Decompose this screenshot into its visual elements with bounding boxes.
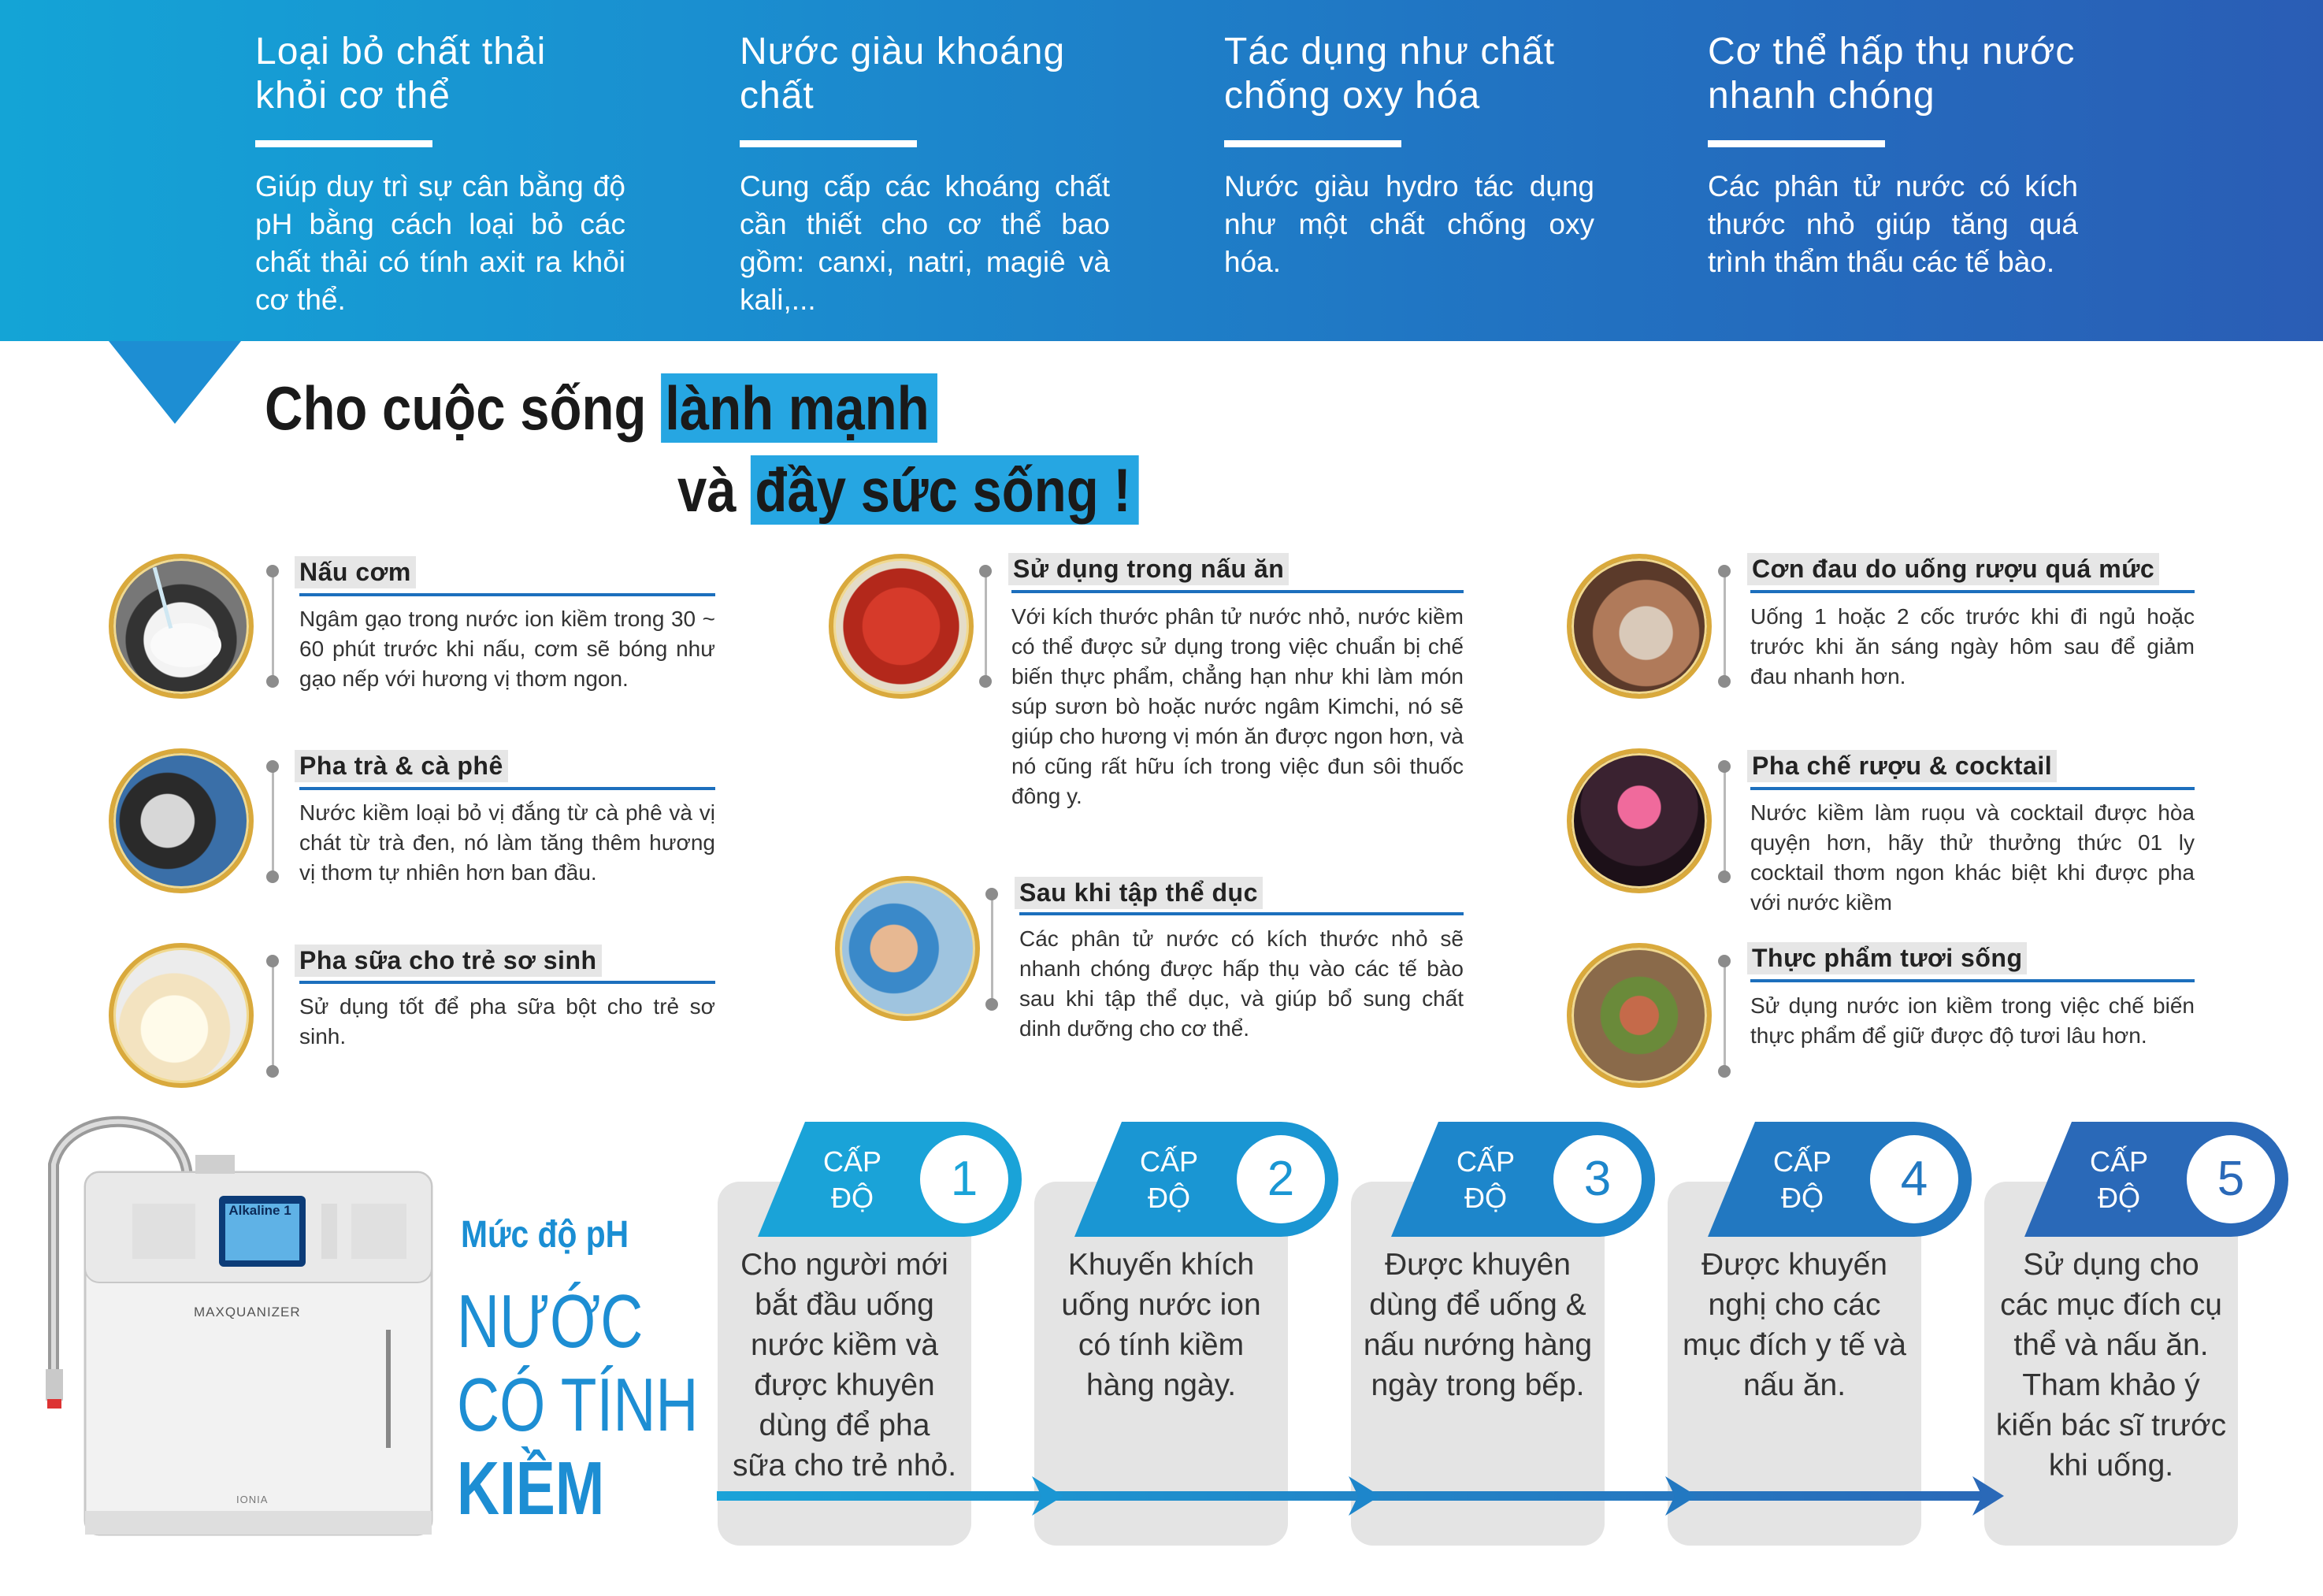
use-title: Thực phẩm tươi sống xyxy=(1747,942,2027,974)
use-description: Ngâm gạo trong nước ion kiềm trong 30 ~ 60 phút trước khi nấu, cơm sẽ bóng như gạo nếp với hương vị thơm ngon. xyxy=(299,607,715,691)
level-description: Được khuyến nghị cho các mục đích y tế và nấu ăn. xyxy=(1683,1248,1906,1402)
use-title: Cơn đau do uống rượu quá mức xyxy=(1747,553,2159,585)
benefit-column xyxy=(1224,30,1594,281)
benefit-rule xyxy=(1708,140,1885,147)
use-dot xyxy=(1718,955,1731,967)
use-dot xyxy=(985,998,998,1011)
benefit-column xyxy=(1708,30,2078,281)
use-connector xyxy=(985,567,987,681)
rice-cooker-photo xyxy=(109,554,254,699)
use-connector xyxy=(991,890,993,1004)
use-connector xyxy=(272,567,274,681)
benefit-title: Cơ thể hấp thụ nước nhanh chóng xyxy=(1708,31,2076,117)
level-description: Khuyến khích uống nước ion có tính kiềm hàng ngày. xyxy=(1061,1248,1261,1402)
use-title: Pha chế rượu & cocktail xyxy=(1747,750,2057,782)
use-dot xyxy=(266,870,279,883)
level-number: 1 xyxy=(920,1135,1008,1223)
level-tab-label: CẤP ĐỘ xyxy=(1456,1145,1516,1214)
use-dot xyxy=(266,955,279,967)
benefit-title: Loại bỏ chất thải khỏi cơ thể xyxy=(255,31,547,117)
benefit-title: Nước giàu khoáng chất xyxy=(740,31,1066,117)
level-tab-label: CẤP ĐỘ xyxy=(2089,1145,2149,1214)
ph-title-line-2: CÓ TÍNH xyxy=(457,1363,699,1447)
use-dot xyxy=(1718,1065,1731,1078)
benefits-banner xyxy=(0,0,2323,341)
hangover-photo xyxy=(1567,554,1712,699)
benefit-column xyxy=(255,30,625,319)
use-dot xyxy=(266,760,279,773)
benefit-column xyxy=(740,30,1110,319)
benefit-text: Nước giàu hydro tác dụng như một chất chống oxy hóa. xyxy=(1224,170,1594,278)
use-title-rule xyxy=(1750,590,2195,593)
use-title-rule xyxy=(299,787,715,790)
use-dot xyxy=(266,675,279,688)
benefit-text: Cung cấp các khoáng chất cần thiết cho cơ thể bao gồm: canxi, natri, magiê và kali,... xyxy=(740,170,1110,316)
coffee-press-photo xyxy=(109,748,254,893)
machine-maker: IONIA xyxy=(236,1494,269,1505)
use-title: Sau khi tập thể dục xyxy=(1015,877,1263,909)
use-connector xyxy=(1724,567,1726,681)
level-tab-label: CẤP ĐỘ xyxy=(822,1145,882,1214)
use-description: Sử dụng tốt để pha sữa bột cho trẻ sơ sinh. xyxy=(299,994,715,1049)
rice-icon xyxy=(113,559,249,694)
cocktail-photo xyxy=(1567,748,1712,893)
level-number: 5 xyxy=(2187,1135,2275,1223)
use-description: Nước kiềm loại bỏ vị đắng từ cà phê và vị chát từ trà đen, nó làm tăng thêm hương vị thơm tự nhiên hơn ban đầu. xyxy=(299,800,715,885)
benefit-rule xyxy=(255,140,432,147)
level-description: Sử dụng cho các mục đích cụ thể và nấu ăn. Tham khảo ý kiến bác sĩ trước khi uống. xyxy=(1995,1248,2227,1483)
use-description: Uống 1 hoặc 2 cốc trước khi đi ngủ hoặc trước khi ăn sáng ngày hôm sau để giảm đau nhanh hơn. xyxy=(1750,604,2195,689)
level-number: 3 xyxy=(1553,1135,1642,1223)
benefit-title: Tác dụng như chất chống oxy hóa xyxy=(1224,31,1556,117)
use-title-rule xyxy=(1019,912,1464,915)
use-title: Sử dụng trong nấu ăn xyxy=(1008,553,1289,585)
headline-line-2 xyxy=(677,452,1139,528)
headline-text: Cho cuộc sống xyxy=(265,373,662,443)
headline-line-1 xyxy=(265,370,937,446)
benefit-rule xyxy=(740,140,917,147)
ph-title-line-1: NƯỚC xyxy=(457,1279,644,1364)
headline-text: và xyxy=(677,455,751,525)
machine-screen-text: Alkaline 1 xyxy=(228,1203,291,1218)
level-tab-label: CẤP ĐỘ xyxy=(1139,1145,1199,1214)
use-connector xyxy=(272,764,274,878)
use-title: Pha trà & cà phê xyxy=(295,750,508,782)
headline-highlight: lành mạnh xyxy=(661,373,937,443)
baby-bottle-photo xyxy=(109,943,254,1088)
use-connector xyxy=(272,957,274,1071)
use-dot xyxy=(266,1065,279,1078)
use-title-rule xyxy=(299,981,715,984)
use-dot xyxy=(979,675,992,688)
use-title-rule xyxy=(1011,590,1464,593)
use-description: Sử dụng nước ion kiềm trong việc chế biến thực phẩm để giữ được độ tươi lâu hơn. xyxy=(1750,993,2195,1048)
use-description: Nước kiềm làm ruọu và cocktail được hòa quyện hơn, hãy thử thưởng thức 01 ly cocktail thơm ngon khác biệt khi được pha với nước kiềm xyxy=(1750,800,2195,915)
machine-brand: MAXQUANIZER xyxy=(194,1305,301,1319)
use-connector xyxy=(1724,957,1726,1071)
use-title-rule xyxy=(299,593,715,596)
use-title: Pha sữa cho trẻ sơ sinh xyxy=(295,945,602,977)
banner-notch-triangle xyxy=(109,341,241,424)
use-title-rule xyxy=(1750,787,2195,790)
benefit-rule xyxy=(1224,140,1401,147)
level-number: 4 xyxy=(1870,1135,1958,1223)
level-description: Cho người mới bắt đầu uống nước kiềm và được khuyên dùng để pha sữa cho trẻ nhỏ. xyxy=(732,1248,957,1483)
fresh-food-photo xyxy=(1567,943,1712,1088)
benefit-text: Giúp duy trì sự cân bằng độ pH bằng cách loại bỏ các chất thải có tính axit ra khỏi cơ thể. xyxy=(255,170,625,316)
use-dot xyxy=(1718,870,1731,883)
use-dot xyxy=(1718,760,1731,773)
use-description: Các phân tử nước có kích thước nhỏ sẽ nhanh chóng được hấp thụ vào các tế bào sau khi tập thể dục, và giúp bổ sung chất dinh dưỡng cho cơ thể. xyxy=(1019,926,1464,1041)
level-description: Được khuyên dùng để uống & nấu nướng hàng ngày trong bếp. xyxy=(1363,1248,1593,1402)
kimchi-photo xyxy=(829,554,974,699)
use-connector xyxy=(1724,764,1726,878)
use-dot xyxy=(1718,675,1731,688)
use-title: Nấu cơm xyxy=(295,556,416,588)
water-ionizer-machine xyxy=(22,1093,447,1546)
level-number: 2 xyxy=(1237,1135,1325,1223)
use-dot xyxy=(979,565,992,577)
use-dot xyxy=(1718,565,1731,577)
benefit-text: Các phân tử nước có kích thước nhỏ giúp tăng quá trình thẩm thấu các tế bào. xyxy=(1708,170,2078,278)
headline-highlight: đầy sức sống ! xyxy=(751,455,1139,525)
use-title-rule xyxy=(1750,979,2195,982)
level-progression-arrow xyxy=(717,1470,2009,1522)
use-dot xyxy=(266,565,279,577)
ph-title-line-3: KIỀM xyxy=(457,1446,605,1531)
exercise-photo xyxy=(835,876,980,1021)
use-dot xyxy=(985,888,998,900)
level-tab-label: CẤP ĐỘ xyxy=(1772,1145,1832,1214)
use-description: Với kích thước phân tử nước nhỏ, nước kiềm có thể được sử dụng trong việc chuẩn bị chế biến thực phẩm, chẳng hạn như khi làm món súp sươn bò hoặc nước ngâm Kimchi, nó sẽ giúp cho hương vị món ăn được ngon hơn, và nó cũng rất hữu ích trong việc đun sôi thuốc đông y. xyxy=(1011,604,1464,808)
ph-level-label: Mức độ pH xyxy=(461,1214,629,1256)
